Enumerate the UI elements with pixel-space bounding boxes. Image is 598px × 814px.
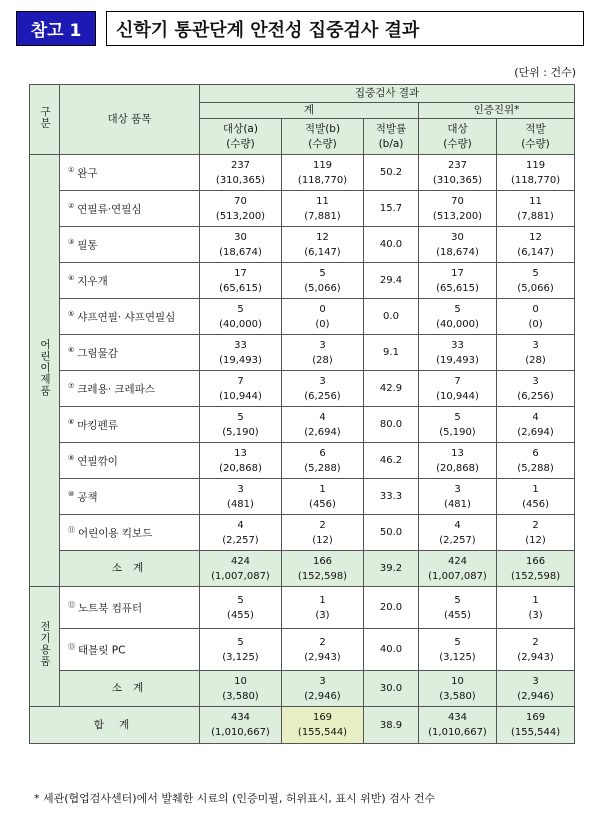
cert-target-cell: 7 (10,944): [419, 371, 497, 407]
item-name: ⑤ 샤프연필· 샤프연필심: [60, 299, 200, 335]
cert-found-cell: 4 (2,694): [497, 407, 575, 443]
page-title: 신학기 통관단계 안전성 집중검사 결과: [106, 11, 584, 46]
rate-cell: 38.9: [364, 707, 419, 744]
cert-found-cell: 1 (3): [497, 587, 575, 629]
cert-found-cell: 6 (5,288): [497, 443, 575, 479]
rate-cell: 50.0: [364, 515, 419, 551]
item-name: ⑩ 공책: [60, 479, 200, 515]
target-cell: 7 (10,944): [200, 371, 282, 407]
cert-found-cell: 2 (12): [497, 515, 575, 551]
reference-tag: 참고 1: [16, 11, 96, 46]
target-cell: 13 (20,868): [200, 443, 282, 479]
table-row: [30, 227, 575, 263]
target-cell: 5 (3,125): [200, 629, 282, 671]
item-name: ⑪ 어린이용 킥보드: [60, 515, 200, 551]
cert-found-cell: 12 (6,147): [497, 227, 575, 263]
header-target2: 대상 (수량): [419, 119, 497, 155]
rate-cell: 15.7: [364, 191, 419, 227]
rate-cell: 29.4: [364, 263, 419, 299]
item-name: ⑨ 연필깎이: [60, 443, 200, 479]
cert-found-cell: 2 (2,943): [497, 629, 575, 671]
header-item: 대상 품목: [60, 85, 200, 155]
category-cell: 어린이제품: [30, 155, 60, 587]
cert-target-cell: 3 (481): [419, 479, 497, 515]
cert-found-cell: 3 (2,946): [497, 671, 575, 707]
cert-target-cell: 5 (5,190): [419, 407, 497, 443]
rate-cell: 30.0: [364, 671, 419, 707]
item-name: ⑧ 마킹펜류: [60, 407, 200, 443]
cert-target-cell: 434 (1,010,667): [419, 707, 497, 744]
found-cell: 6 (5,288): [282, 443, 364, 479]
header-found: 적발(b) (수량): [282, 119, 364, 155]
cert-target-cell: 5 (455): [419, 587, 497, 629]
cert-found-cell: 0 (0): [497, 299, 575, 335]
cert-found-cell: 5 (5,066): [497, 263, 575, 299]
rate-cell: 80.0: [364, 407, 419, 443]
grand-total-row: [30, 707, 575, 744]
cert-found-cell: 3 (28): [497, 335, 575, 371]
header-cert: 인증진위*: [419, 103, 575, 119]
target-cell: 3 (481): [200, 479, 282, 515]
rate-cell: 40.0: [364, 629, 419, 671]
category-cell: 전기용품: [30, 587, 60, 707]
rate-cell: 40.0: [364, 227, 419, 263]
header-found2: 적발 (수량): [497, 119, 575, 155]
target-cell: 4 (2,257): [200, 515, 282, 551]
table-row: [30, 335, 575, 371]
found-cell: 1 (3): [282, 587, 364, 629]
table-row: [30, 587, 575, 629]
cert-target-cell: 30 (18,674): [419, 227, 497, 263]
target-cell: 5 (5,190): [200, 407, 282, 443]
cert-target-cell: 70 (513,200): [419, 191, 497, 227]
unit-note: (단위 : 건수): [514, 66, 576, 79]
item-name: ④ 지우개: [60, 263, 200, 299]
rate-cell: 0.0: [364, 299, 419, 335]
table-row: [30, 299, 575, 335]
rate-cell: 9.1: [364, 335, 419, 371]
cert-found-cell: 119 (118,770): [497, 155, 575, 191]
cert-target-cell: 10 (3,580): [419, 671, 497, 707]
table-row: [30, 191, 575, 227]
cert-target-cell: 13 (20,868): [419, 443, 497, 479]
header-gubun: 구분: [30, 85, 60, 155]
cert-target-cell: 424 (1,007,087): [419, 551, 497, 587]
cert-target-cell: 5 (40,000): [419, 299, 497, 335]
cert-found-cell: 1 (456): [497, 479, 575, 515]
target-cell: 237 (310,365): [200, 155, 282, 191]
table-row: [30, 407, 575, 443]
found-cell: 166 (152,598): [282, 551, 364, 587]
target-cell: 17 (65,615): [200, 263, 282, 299]
item-name: ⑫ 노트북 컴퓨터: [60, 587, 200, 629]
rate-cell: 46.2: [364, 443, 419, 479]
target-cell: 5 (455): [200, 587, 282, 629]
subtotal-label: 소 계: [60, 671, 200, 707]
header-rate: 적발률 (b/a): [364, 119, 419, 155]
target-cell: 10 (3,580): [200, 671, 282, 707]
found-cell: 3 (2,946): [282, 671, 364, 707]
cert-found-cell: 169 (155,544): [497, 707, 575, 744]
footnote: * 세관(협업검사센터)에서 발췌한 시료의 (인증미필, 허위표시, 표시 위반) 검사 건수: [34, 792, 436, 805]
found-cell: 3 (28): [282, 335, 364, 371]
rate-cell: 50.2: [364, 155, 419, 191]
cert-target-cell: 237 (310,365): [419, 155, 497, 191]
cert-target-cell: 5 (3,125): [419, 629, 497, 671]
table-row: [30, 371, 575, 407]
found-cell: 4 (2,694): [282, 407, 364, 443]
inspection-results-table: [29, 84, 575, 744]
cert-target-cell: 4 (2,257): [419, 515, 497, 551]
table-row: [30, 155, 575, 191]
cert-target-cell: 17 (65,615): [419, 263, 497, 299]
target-cell: 30 (18,674): [200, 227, 282, 263]
header-result: 집중검사 결과: [200, 85, 575, 103]
found-cell: 3 (6,256): [282, 371, 364, 407]
rate-cell: 20.0: [364, 587, 419, 629]
cert-found-cell: 3 (6,256): [497, 371, 575, 407]
table-row: [30, 263, 575, 299]
subtotal-label: 소 계: [60, 551, 200, 587]
header-total: 계: [200, 103, 419, 119]
table-row: [30, 479, 575, 515]
item-name: ③ 필통: [60, 227, 200, 263]
target-cell: 70 (513,200): [200, 191, 282, 227]
rate-cell: 42.9: [364, 371, 419, 407]
item-name: ⑦ 크레용· 크레파스: [60, 371, 200, 407]
found-cell: 1 (456): [282, 479, 364, 515]
cert-found-cell: 166 (152,598): [497, 551, 575, 587]
cert-found-cell: 11 (7,881): [497, 191, 575, 227]
target-cell: 33 (19,493): [200, 335, 282, 371]
found-cell: 12 (6,147): [282, 227, 364, 263]
page-header: [16, 11, 584, 46]
item-name: ① 완구: [60, 155, 200, 191]
target-cell: 424 (1,007,087): [200, 551, 282, 587]
table-row: [30, 551, 575, 587]
target-cell: 434 (1,010,667): [200, 707, 282, 744]
found-cell: 5 (5,066): [282, 263, 364, 299]
found-cell: 2 (12): [282, 515, 364, 551]
cert-target-cell: 33 (19,493): [419, 335, 497, 371]
target-cell: 5 (40,000): [200, 299, 282, 335]
item-name: ② 연필류·연필심: [60, 191, 200, 227]
found-cell: 2 (2,943): [282, 629, 364, 671]
table-row: [30, 515, 575, 551]
rate-cell: 33.3: [364, 479, 419, 515]
found-cell: 11 (7,881): [282, 191, 364, 227]
table-row: [30, 443, 575, 479]
table-row: [30, 629, 575, 671]
table-row: [30, 671, 575, 707]
found-cell: 0 (0): [282, 299, 364, 335]
found-cell: 119 (118,770): [282, 155, 364, 191]
rate-cell: 39.2: [364, 551, 419, 587]
item-name: ⑬ 태블릿 PC: [60, 629, 200, 671]
found-cell: 169 (155,544): [282, 707, 364, 744]
header-target: 대상(a) (수량): [200, 119, 282, 155]
item-name: ⑥ 그림물감: [60, 335, 200, 371]
grand-total-label: 합 계: [30, 707, 200, 744]
